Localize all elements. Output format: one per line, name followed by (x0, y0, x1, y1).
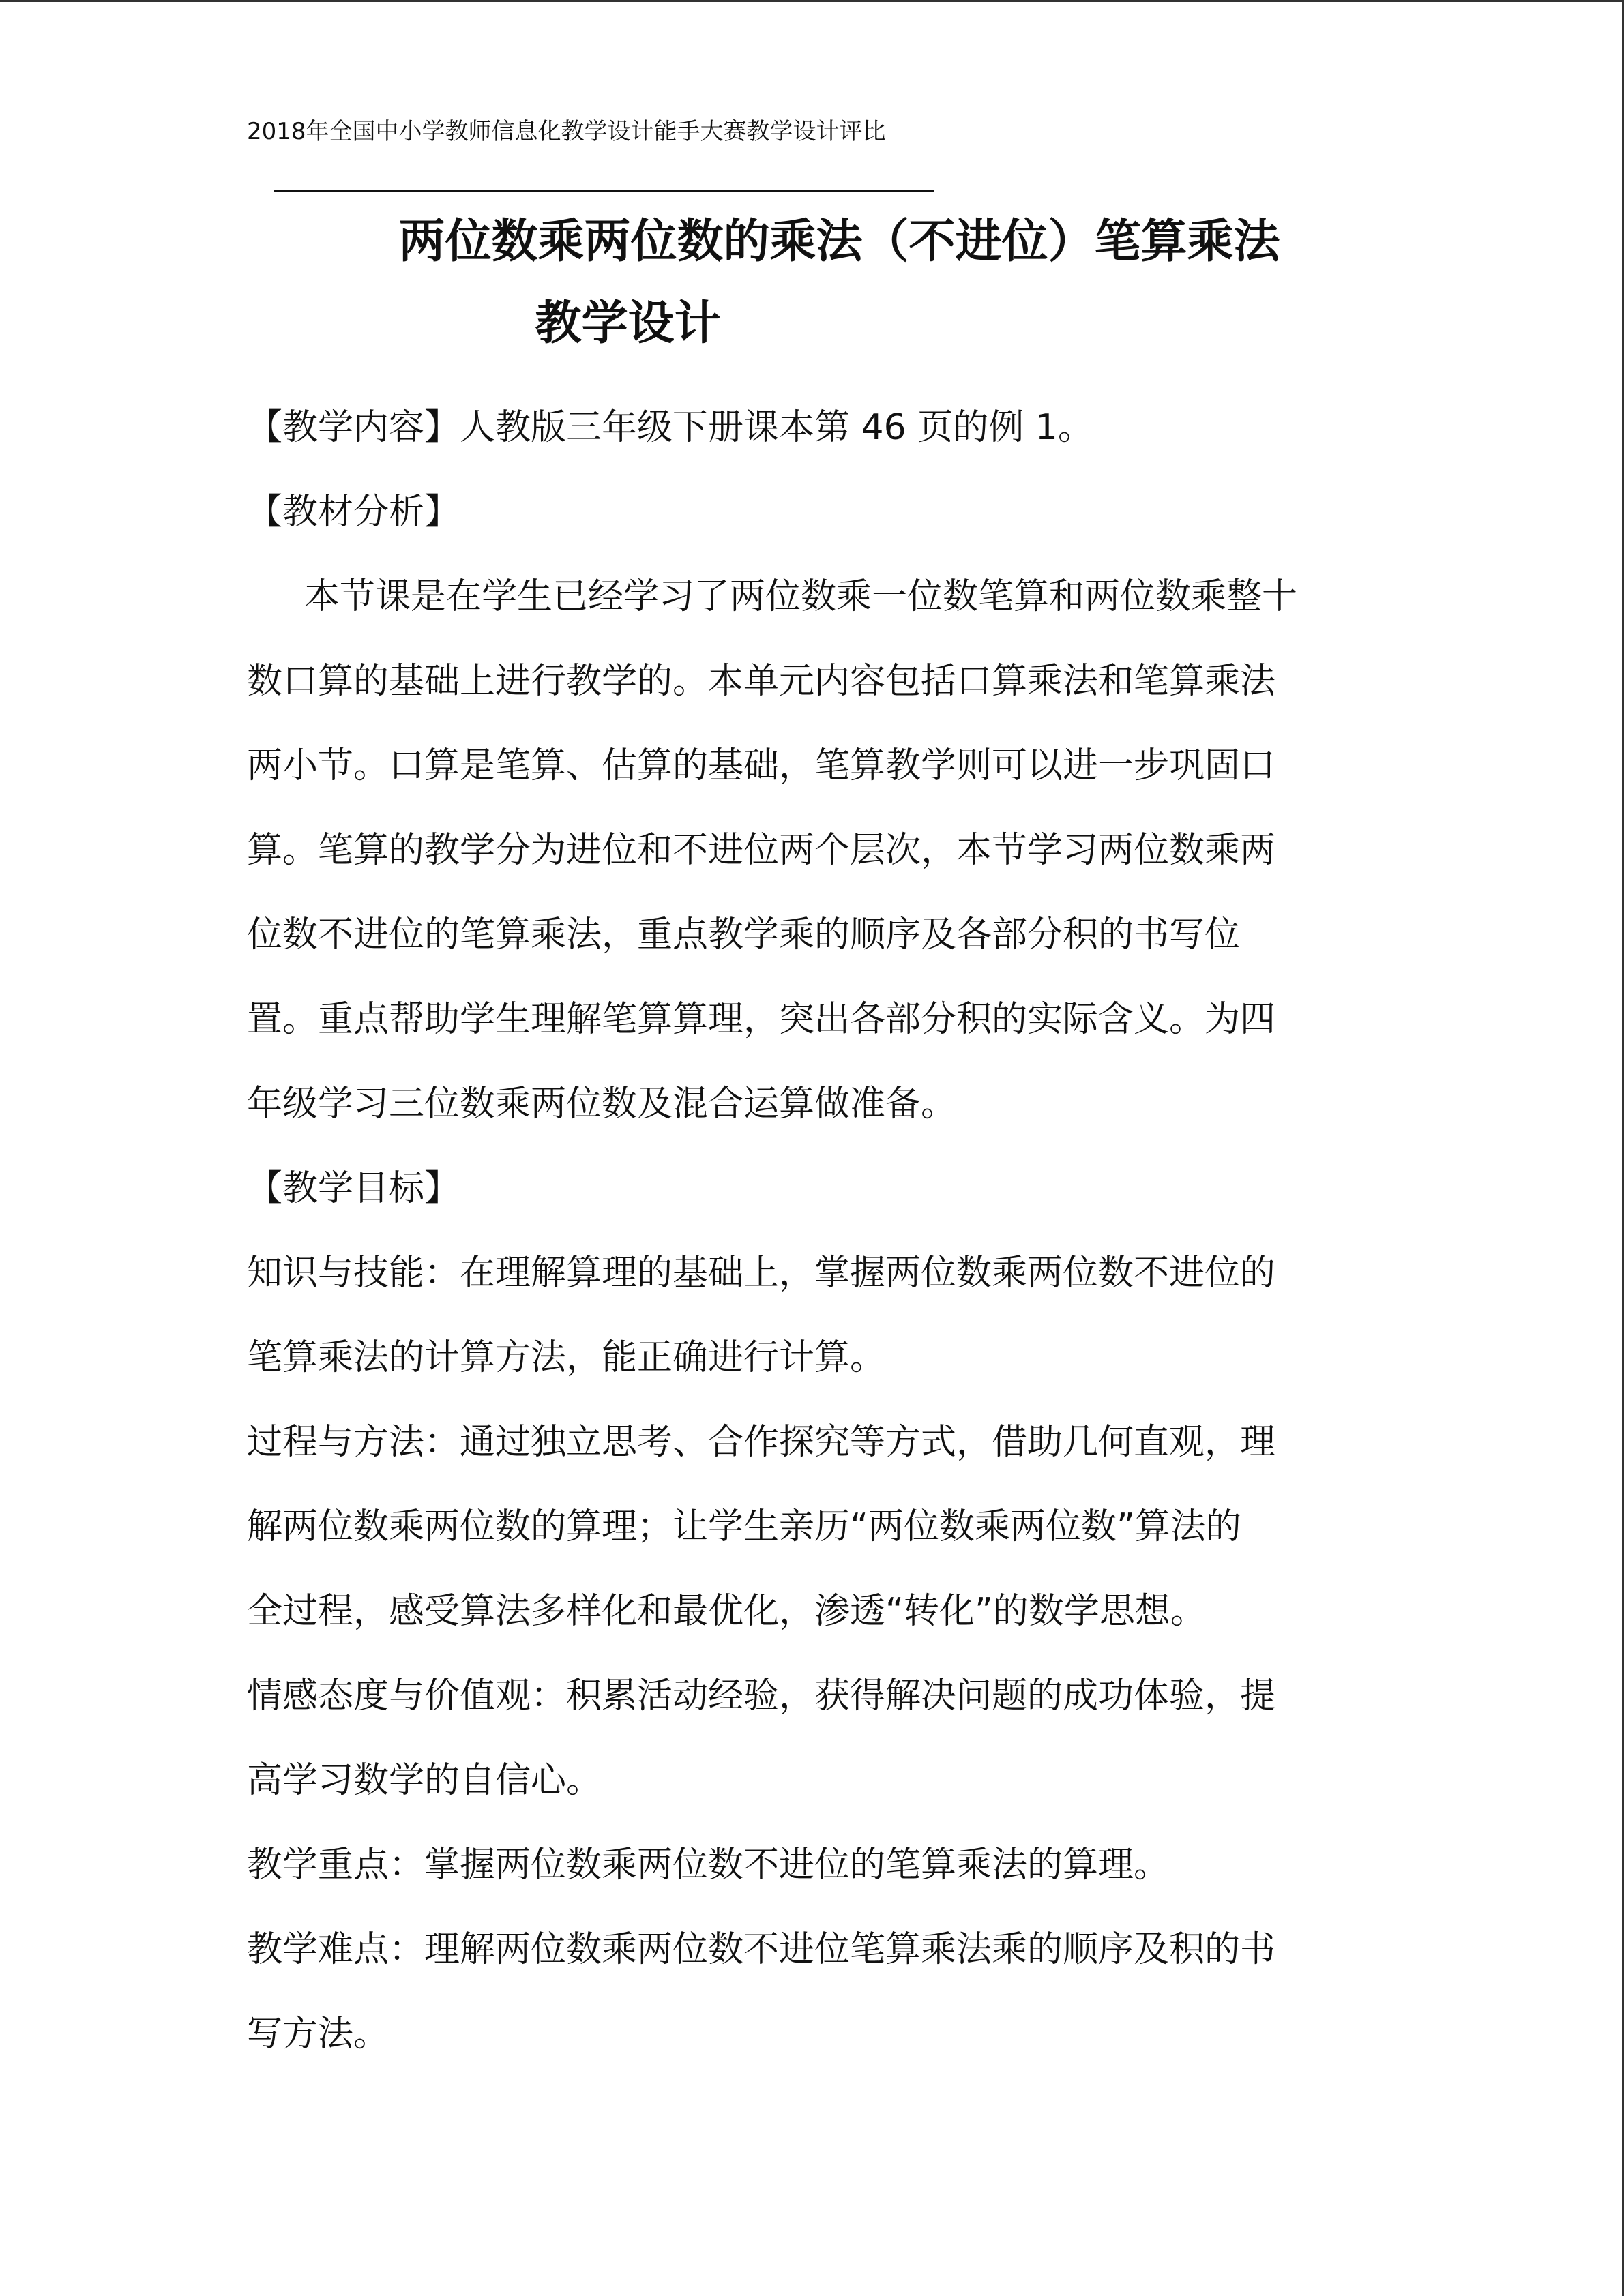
paragraph-line: 两小节。口算是笔算、估算的基础，笔算教学则可以进一步巩固口 (247, 745, 1276, 786)
teaching-difficulty-line: 教学难点：理解两位数乘两位数不进位笔算乘法乘的顺序及积的书 (247, 1929, 1276, 1970)
paragraph-line: 算。笔算的教学分为进位和不进位两个层次，本节学习两位数乘两 (247, 830, 1276, 871)
page-header: 2018年全国中小学教师信息化教学设计能手大赛教学设计评比 (247, 118, 886, 145)
goal-knowledge-line: 知识与技能：在理解算理的基础上，掌握两位数乘两位数不进位的 (247, 1253, 1276, 1294)
goal-knowledge-line: 笔算乘法的计算方法，能正确进行计算。 (247, 1337, 886, 1378)
paragraph-line: 本节课是在学生已经学习了两位数乘一位数笔算和两位数乘整十 (304, 576, 1298, 617)
header-rule (274, 190, 934, 192)
paragraph-line: 年级学习三位数乘两位数及混合运算做准备。 (247, 1084, 957, 1124)
goal-process-line: 解两位数乘两位数的算理；让学生亲历“两位数乘两位数”算法的 (247, 1506, 1241, 1547)
paragraph-line: 置。重点帮助学生理解笔算算理，突出各部分积的实际含义。为四 (247, 999, 1276, 1040)
paragraph-line: 位数不进位的笔算乘法，重点教学乘的顺序及各部分积的书写位 (247, 914, 1241, 955)
heading-material-analysis: 【教材分析】 (247, 492, 460, 533)
goal-attitude-line: 情感态度与价值观：积累活动经验，获得解决问题的成功体验，提 (247, 1675, 1276, 1716)
heading-teaching-goals: 【教学目标】 (247, 1168, 460, 1209)
goal-process-line: 过程与方法：通过独立思考、合作探究等方式，借助几何直观，理 (247, 1422, 1276, 1463)
document-subtitle: 教学设计 (535, 297, 721, 351)
goal-process-line: 全过程，感受算法多样化和最优化，渗透“转化”的数学思想。 (247, 1591, 1206, 1632)
document-body (247, 385, 1379, 2076)
goal-attitude-line: 高学习数学的自信心。 (247, 1760, 602, 1801)
document-title: 两位数乘两位数的乘法（不进位）笔算乘法 (398, 215, 1280, 269)
teaching-key-point: 教学重点：掌握两位数乘两位数不进位的笔算乘法的算理。 (247, 1845, 1170, 1885)
section-teaching-content: 【教学内容】人教版三年级下册课本第 46 页的例 1。 (247, 407, 1093, 448)
teaching-difficulty-line: 写方法。 (247, 2014, 389, 2055)
paragraph-line: 数口算的基础上进行教学的。本单元内容包括口算乘法和笔算乘法 (247, 661, 1276, 702)
